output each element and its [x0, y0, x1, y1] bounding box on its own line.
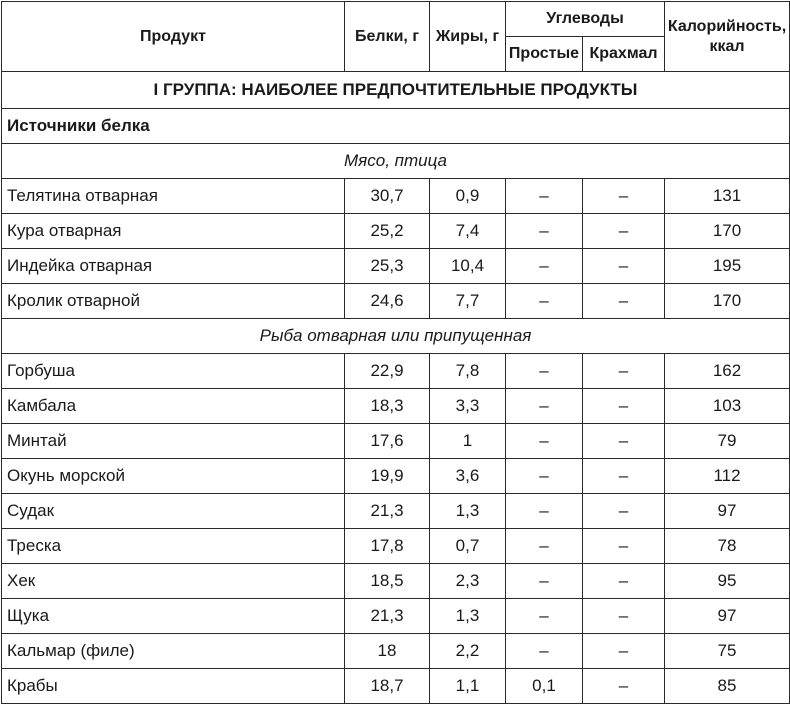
cell-simple: – — [506, 634, 583, 669]
section-meat-title: Мясо, птица — [2, 144, 790, 179]
cell-protein: 17,6 — [345, 424, 430, 459]
cell-starch: – — [583, 564, 665, 599]
cell-kcal: 79 — [665, 424, 790, 459]
cell-protein: 18,5 — [345, 564, 430, 599]
header-kcal-line2: ккал — [709, 37, 745, 55]
cell-name: Треска — [2, 529, 345, 564]
cell-kcal: 131 — [665, 179, 790, 214]
cell-name: Кролик отварной — [2, 284, 345, 319]
cell-name: Кура отварная — [2, 214, 345, 249]
table-row — [2, 249, 790, 284]
cell-fat: 10,4 — [430, 249, 506, 284]
cell-kcal: 97 — [665, 599, 790, 634]
cell-name: Щука — [2, 599, 345, 634]
cell-fat: 0,7 — [430, 529, 506, 564]
cell-kcal: 195 — [665, 249, 790, 284]
cell-protein: 18,7 — [345, 669, 430, 704]
cell-kcal: 170 — [665, 214, 790, 249]
table-body — [2, 72, 790, 179]
cell-fat: 7,8 — [430, 354, 506, 389]
cell-protein: 24,6 — [345, 284, 430, 319]
cell-starch: – — [583, 424, 665, 459]
cell-simple: – — [506, 599, 583, 634]
cell-name: Индейка отварная — [2, 249, 345, 284]
cell-protein: 22,9 — [345, 354, 430, 389]
table-row — [2, 634, 790, 669]
cell-fat: 1 — [430, 424, 506, 459]
cell-name: Камбала — [2, 389, 345, 424]
table-row — [2, 424, 790, 459]
cell-name: Минтай — [2, 424, 345, 459]
cell-name: Горбуша — [2, 354, 345, 389]
cell-kcal: 97 — [665, 494, 790, 529]
cell-starch: – — [583, 494, 665, 529]
cell-simple: – — [506, 424, 583, 459]
header-kcal-line1: Калорийность, — [667, 17, 787, 35]
cell-name: Крабы — [2, 669, 345, 704]
cell-kcal: 103 — [665, 389, 790, 424]
cell-kcal: 95 — [665, 564, 790, 599]
table-row — [2, 214, 790, 249]
meat-rows — [2, 179, 790, 319]
cell-protein: 18,3 — [345, 389, 430, 424]
cell-protein: 18 — [345, 634, 430, 669]
cell-name: Хек — [2, 564, 345, 599]
cell-simple: – — [506, 494, 583, 529]
cell-protein: 21,3 — [345, 494, 430, 529]
cell-starch: – — [583, 389, 665, 424]
cell-protein: 30,7 — [345, 179, 430, 214]
table-row — [2, 669, 790, 704]
cell-simple: – — [506, 564, 583, 599]
cell-kcal: 85 — [665, 669, 790, 704]
cell-starch: – — [583, 669, 665, 704]
cell-fat: 1,3 — [430, 599, 506, 634]
cell-kcal: 162 — [665, 354, 790, 389]
header-protein: Белки, г — [345, 2, 430, 72]
cell-simple: – — [506, 179, 583, 214]
fish-rows — [2, 354, 790, 704]
cell-simple: – — [506, 249, 583, 284]
cell-simple: – — [506, 354, 583, 389]
cell-name: Судак — [2, 494, 345, 529]
cell-starch: – — [583, 179, 665, 214]
table-row — [2, 389, 790, 424]
cell-starch: – — [583, 599, 665, 634]
cell-protein: 17,8 — [345, 529, 430, 564]
cell-simple: – — [506, 529, 583, 564]
cell-protein: 25,2 — [345, 214, 430, 249]
table-row — [2, 599, 790, 634]
cell-simple: – — [506, 389, 583, 424]
fish-section — [2, 319, 790, 354]
table-row — [2, 564, 790, 599]
table-row — [2, 529, 790, 564]
header-fat: Жиры, г — [430, 2, 506, 72]
header-kcal — [665, 2, 790, 72]
cell-fat: 3,3 — [430, 389, 506, 424]
cell-fat: 2,2 — [430, 634, 506, 669]
header-simple: Простые — [506, 37, 583, 72]
header-carbs: Углеводы — [506, 2, 665, 37]
cell-kcal: 75 — [665, 634, 790, 669]
cell-fat: 2,3 — [430, 564, 506, 599]
cell-starch: – — [583, 634, 665, 669]
cell-simple: – — [506, 459, 583, 494]
header-starch: Крахмал — [583, 37, 665, 72]
cell-starch: – — [583, 284, 665, 319]
nutrition-table — [1, 1, 790, 704]
cell-fat: 1,1 — [430, 669, 506, 704]
table-row — [2, 179, 790, 214]
cell-kcal: 112 — [665, 459, 790, 494]
cell-starch: – — [583, 214, 665, 249]
cell-starch: – — [583, 529, 665, 564]
cell-simple: – — [506, 214, 583, 249]
source-title: Источники белка — [2, 109, 790, 144]
table-header — [2, 2, 790, 72]
cell-name: Окунь морской — [2, 459, 345, 494]
group-title: I ГРУППА: НАИБОЛЕЕ ПРЕДПОЧТИТЕЛЬНЫЕ ПРОДУКТЫ — [2, 72, 790, 109]
table-row — [2, 354, 790, 389]
cell-name: Кальмар (филе) — [2, 634, 345, 669]
header-product: Продукт — [2, 2, 345, 72]
cell-kcal: 170 — [665, 284, 790, 319]
table-row — [2, 284, 790, 319]
cell-simple: 0,1 — [506, 669, 583, 704]
section-fish-title: Рыба отварная или припущенная — [2, 319, 790, 354]
cell-starch: – — [583, 459, 665, 494]
cell-fat: 1,3 — [430, 494, 506, 529]
table-row — [2, 459, 790, 494]
table-row — [2, 494, 790, 529]
cell-protein: 21,3 — [345, 599, 430, 634]
cell-simple: – — [506, 284, 583, 319]
cell-kcal: 78 — [665, 529, 790, 564]
cell-fat: 7,4 — [430, 214, 506, 249]
cell-protein: 19,9 — [345, 459, 430, 494]
cell-fat: 7,7 — [430, 284, 506, 319]
cell-fat: 0,9 — [430, 179, 506, 214]
cell-name: Телятина отварная — [2, 179, 345, 214]
cell-starch: – — [583, 354, 665, 389]
cell-starch: – — [583, 249, 665, 284]
cell-protein: 25,3 — [345, 249, 430, 284]
cell-fat: 3,6 — [430, 459, 506, 494]
